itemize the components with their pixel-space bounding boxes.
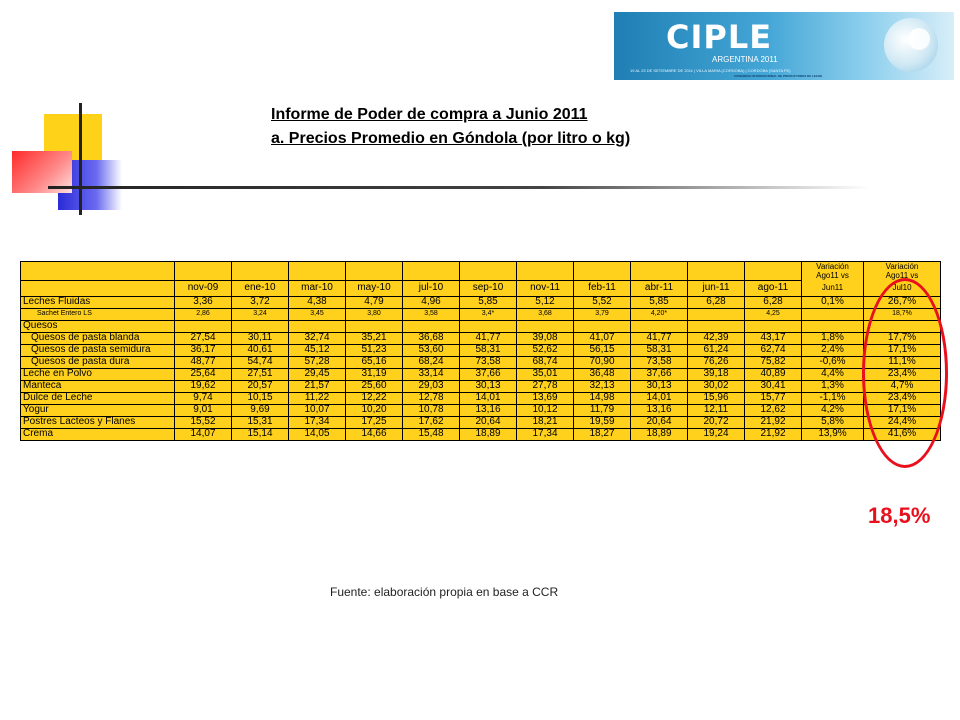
table-cell: 62,74 [745, 344, 802, 356]
table-cell [346, 320, 403, 332]
column-header: abr-11 [631, 280, 688, 296]
table-cell: 35,01 [517, 368, 574, 380]
table-cell [289, 320, 346, 332]
table-cell [175, 320, 232, 332]
table-cell: 58,31 [631, 344, 688, 356]
table-cell: 40,89 [745, 368, 802, 380]
variation-jun11-cell: 0,1% [802, 296, 864, 308]
variation-label: Ago11 vs [816, 271, 849, 280]
table-cell: 43,17 [745, 332, 802, 344]
row-label: Postres Lacteos y Flanes [21, 416, 175, 428]
table-cell: 14,01 [631, 392, 688, 404]
table-cell: 3,72 [232, 296, 289, 308]
variation-jul10-cell: 11,1% [864, 356, 941, 368]
table-cell: 9,74 [175, 392, 232, 404]
column-header: sep-10 [460, 280, 517, 296]
table-cell: 48,77 [175, 356, 232, 368]
column-header: may-10 [346, 280, 403, 296]
table-cell: 18,89 [631, 428, 688, 440]
table-cell: 41,07 [574, 332, 631, 344]
table-row [21, 380, 941, 392]
table-row [21, 368, 941, 380]
table-cell: 11,22 [289, 392, 346, 404]
row-label: Leche en Polvo [21, 368, 175, 380]
row-label: Leches Fluidas [21, 296, 175, 308]
header-corner [21, 262, 175, 281]
header-row-top [21, 262, 941, 281]
table-cell: 68,74 [517, 356, 574, 368]
table-cell: 76,26 [688, 356, 745, 368]
table-cell: 3,79 [574, 308, 631, 320]
table-cell: 31,19 [346, 368, 403, 380]
table-row [21, 416, 941, 428]
table-cell: 5,12 [517, 296, 574, 308]
table-cell: 13,16 [460, 404, 517, 416]
table-cell [745, 320, 802, 332]
logo-arc-text: CONGRESO INTERNACIONAL DE PRODUCTORES DE LECHE [734, 74, 823, 78]
row-label: Quesos [21, 320, 175, 332]
logo-subtitle: ARGENTINA 2011 [712, 55, 778, 64]
table-cell: 32,74 [289, 332, 346, 344]
variation-jul10-cell: 17,1% [864, 404, 941, 416]
column-header: nov-11 [517, 280, 574, 296]
table-cell: 17,34 [289, 416, 346, 428]
table-cell: 17,25 [346, 416, 403, 428]
variation-label: Variación [885, 262, 919, 271]
table-cell: 27,51 [232, 368, 289, 380]
table-cell [688, 320, 745, 332]
table-cell: 21,92 [745, 428, 802, 440]
column-header: jun-11 [688, 280, 745, 296]
table-cell: 4,96 [403, 296, 460, 308]
table-cell: 15,77 [745, 392, 802, 404]
column-header: ago-11 [745, 280, 802, 296]
table-cell: 30,41 [745, 380, 802, 392]
header-row [21, 280, 941, 296]
table-cell: 12,22 [346, 392, 403, 404]
table-cell: 10,15 [232, 392, 289, 404]
table-cell: 53,60 [403, 344, 460, 356]
table-row [21, 392, 941, 404]
row-label: Quesos de pasta blanda [21, 332, 175, 344]
variation-jun11-cell: -1,1% [802, 392, 864, 404]
table-cell: 4,25 [745, 308, 802, 320]
table-cell: 33,14 [403, 368, 460, 380]
table-cell: 52,62 [517, 344, 574, 356]
variation-jun11-cell: 4,2% [802, 404, 864, 416]
source-footnote: Fuente: elaboración propia en base a CCR [330, 585, 559, 599]
table-cell: 3,68 [517, 308, 574, 320]
table-cell: 36,48 [574, 368, 631, 380]
price-table [20, 261, 941, 441]
table-cell: 20,64 [631, 416, 688, 428]
table-cell: 75,82 [745, 356, 802, 368]
variation-jul10-cell: 23,4% [864, 368, 941, 380]
table-cell [517, 320, 574, 332]
table-row [21, 296, 941, 308]
callout-value: 18,5% [868, 503, 931, 528]
table-cell: 41,77 [631, 332, 688, 344]
table-cell: 54,74 [232, 356, 289, 368]
table-cell [574, 320, 631, 332]
table-cell: 19,62 [175, 380, 232, 392]
row-label: Dulce de Leche [21, 392, 175, 404]
table-cell: 58,31 [460, 344, 517, 356]
highlight-ellipse [862, 278, 948, 468]
table-cell: 13,16 [631, 404, 688, 416]
table-cell: 40,61 [232, 344, 289, 356]
table-cell: 35,21 [346, 332, 403, 344]
table-cell: 10,78 [403, 404, 460, 416]
deco-vertical-line [79, 103, 82, 215]
table-cell: 15,48 [403, 428, 460, 440]
table-cell: 12,11 [688, 404, 745, 416]
table-cell: 3,80 [346, 308, 403, 320]
table-cell: 14,01 [460, 392, 517, 404]
table-cell: 57,28 [289, 356, 346, 368]
column-header: jul-10 [403, 280, 460, 296]
header-blank [403, 262, 460, 281]
table-cell: 10,12 [517, 404, 574, 416]
variation-jul10-cell: 17,1% [864, 344, 941, 356]
table-cell: 21,92 [745, 416, 802, 428]
table-cell [403, 320, 460, 332]
table-cell: 6,28 [745, 296, 802, 308]
table-cell: 15,14 [232, 428, 289, 440]
table-cell: 17,34 [517, 428, 574, 440]
variation-jul10-cell: 23,4% [864, 392, 941, 404]
table-cell: 41,77 [460, 332, 517, 344]
variation-jul10-cell: 4,7% [864, 380, 941, 392]
table-cell: 10,07 [289, 404, 346, 416]
table-cell: 12,78 [403, 392, 460, 404]
table-cell: 12,62 [745, 404, 802, 416]
table-cell: 18,89 [460, 428, 517, 440]
table-row [21, 308, 941, 320]
table-cell: 30,13 [460, 380, 517, 392]
table-cell: 4,38 [289, 296, 346, 308]
table-cell: 3,45 [289, 308, 346, 320]
table-cell: 14,66 [346, 428, 403, 440]
table-cell: 5,85 [631, 296, 688, 308]
table-row [21, 428, 941, 440]
table-cell: 13,69 [517, 392, 574, 404]
variation-jun11-cell: 13,9% [802, 428, 864, 440]
variation-jul10-cell: 41,6% [864, 428, 941, 440]
table-cell: 29,45 [289, 368, 346, 380]
column-header: ene-10 [232, 280, 289, 296]
row-label: Crema [21, 428, 175, 440]
table-cell: 17,62 [403, 416, 460, 428]
table-cell: 30,02 [688, 380, 745, 392]
variation-jul10-cell: 17,7% [864, 332, 941, 344]
table-row [21, 404, 941, 416]
table-cell: 2,86 [175, 308, 232, 320]
table-cell: 5,52 [574, 296, 631, 308]
header-blank [574, 262, 631, 281]
table-cell: 15,52 [175, 416, 232, 428]
variation-jul10-cell: 26,7% [864, 296, 941, 308]
table-cell: 3,36 [175, 296, 232, 308]
table-cell: 15,96 [688, 392, 745, 404]
table-cell: 15,31 [232, 416, 289, 428]
table-cell: 9,69 [232, 404, 289, 416]
table-cell: 73,58 [460, 356, 517, 368]
table-cell: 3,58 [403, 308, 460, 320]
table-cell: 25,60 [346, 380, 403, 392]
table-cell: 3,24 [232, 308, 289, 320]
table-cell: 29,03 [403, 380, 460, 392]
variation-jun11-cell: -0,6% [802, 356, 864, 368]
table-cell: 11,79 [574, 404, 631, 416]
header-corner [21, 280, 175, 296]
row-label: Quesos de pasta semidura [21, 344, 175, 356]
table-cell: 39,08 [517, 332, 574, 344]
table-cell: 18,21 [517, 416, 574, 428]
column-header: feb-11 [574, 280, 631, 296]
variation-jun11-cell: 4,4% [802, 368, 864, 380]
table-cell: 51,23 [346, 344, 403, 356]
table-cell: 37,66 [460, 368, 517, 380]
table-cell: 32,13 [574, 380, 631, 392]
row-label: Quesos de pasta dura [21, 356, 175, 368]
table-row [21, 332, 941, 344]
table-cell: 10,20 [346, 404, 403, 416]
table-cell: 20,64 [460, 416, 517, 428]
table-cell: 65,16 [346, 356, 403, 368]
table-cell: 14,98 [574, 392, 631, 404]
table-cell: 5,85 [460, 296, 517, 308]
table-cell: 27,78 [517, 380, 574, 392]
row-label: Sachet Entero LS [21, 308, 175, 320]
table-cell: 56,15 [574, 344, 631, 356]
table-cell: 6,28 [688, 296, 745, 308]
header-blank [289, 262, 346, 281]
table-cell: 25,64 [175, 368, 232, 380]
table-cell: 27,54 [175, 332, 232, 344]
header-blank [517, 262, 574, 281]
table-cell: 45,12 [289, 344, 346, 356]
table-cell [688, 308, 745, 320]
header-blank [346, 262, 403, 281]
table-cell: 9,01 [175, 404, 232, 416]
logo-text: CIPLE [666, 18, 773, 56]
milk-drop-icon [908, 28, 930, 50]
slide-subtitle: a. Precios Promedio en Góndola (por litro o kg) [271, 130, 631, 147]
header-blank [232, 262, 289, 281]
ciple-logo [614, 12, 954, 80]
table-cell: 68,24 [403, 356, 460, 368]
column-header: nov-09 [175, 280, 232, 296]
table-cell: 20,72 [688, 416, 745, 428]
header-blank [745, 262, 802, 281]
table-cell: 61,24 [688, 344, 745, 356]
header-blank [175, 262, 232, 281]
variation-jun11-cell: 5,8% [802, 416, 864, 428]
variation-jun11-cell: 1,8% [802, 332, 864, 344]
table-cell: 30,13 [631, 380, 688, 392]
table-cell [232, 320, 289, 332]
variation-jun11-cell: 2,4% [802, 344, 864, 356]
table-cell: 30,11 [232, 332, 289, 344]
table-cell: 20,57 [232, 380, 289, 392]
table-row [21, 320, 941, 332]
variation-jun11-cell: 1,3% [802, 380, 864, 392]
table-cell: 36,17 [175, 344, 232, 356]
table-cell: 39,18 [688, 368, 745, 380]
table-cell: 37,66 [631, 368, 688, 380]
slide-title: Informe de Poder de compra a Junio 2011 [271, 106, 588, 123]
table-row [21, 356, 941, 368]
table-cell: 4,20* [631, 308, 688, 320]
header-blank [631, 262, 688, 281]
variation-jul10-subheader: Jul10 [864, 280, 941, 296]
header-blank [460, 262, 517, 281]
variation-jul10-cell: 18,7% [864, 308, 941, 320]
variation-jul10-cell: 24,4% [864, 416, 941, 428]
row-label: Yogur [21, 404, 175, 416]
logo-dates: 19 AL 23 DE SETIEMBRE DE 2011 | VILLA MARIA (CORDOBA) | CORDOBA (SANTA FE) [630, 68, 791, 73]
table-cell: 73,58 [631, 356, 688, 368]
header-blank [688, 262, 745, 281]
table-cell: 18,27 [574, 428, 631, 440]
table-cell: 4,79 [346, 296, 403, 308]
table-cell: 70,90 [574, 356, 631, 368]
table-cell: 36,68 [403, 332, 460, 344]
table-cell: 14,07 [175, 428, 232, 440]
table-cell: 19,24 [688, 428, 745, 440]
table-row [21, 344, 941, 356]
column-header: mar-10 [289, 280, 346, 296]
variation-label: Variación [816, 262, 849, 271]
table-cell: 14,05 [289, 428, 346, 440]
table-cell: 21,57 [289, 380, 346, 392]
logo-emblem [884, 18, 938, 72]
table-cell [631, 320, 688, 332]
variation-jun11-subheader: Jun11 [802, 280, 864, 296]
table-cell: 42,39 [688, 332, 745, 344]
variation-label: Ago11 vs [885, 271, 919, 280]
variation-jun11-header [802, 262, 864, 281]
row-label: Manteca [21, 380, 175, 392]
deco-horizontal-line [48, 186, 870, 189]
table-cell [460, 320, 517, 332]
table-cell: 19,59 [574, 416, 631, 428]
variation-jun11-cell [802, 308, 864, 320]
variation-jun11-cell [802, 320, 864, 332]
table-cell: 3,4* [460, 308, 517, 320]
